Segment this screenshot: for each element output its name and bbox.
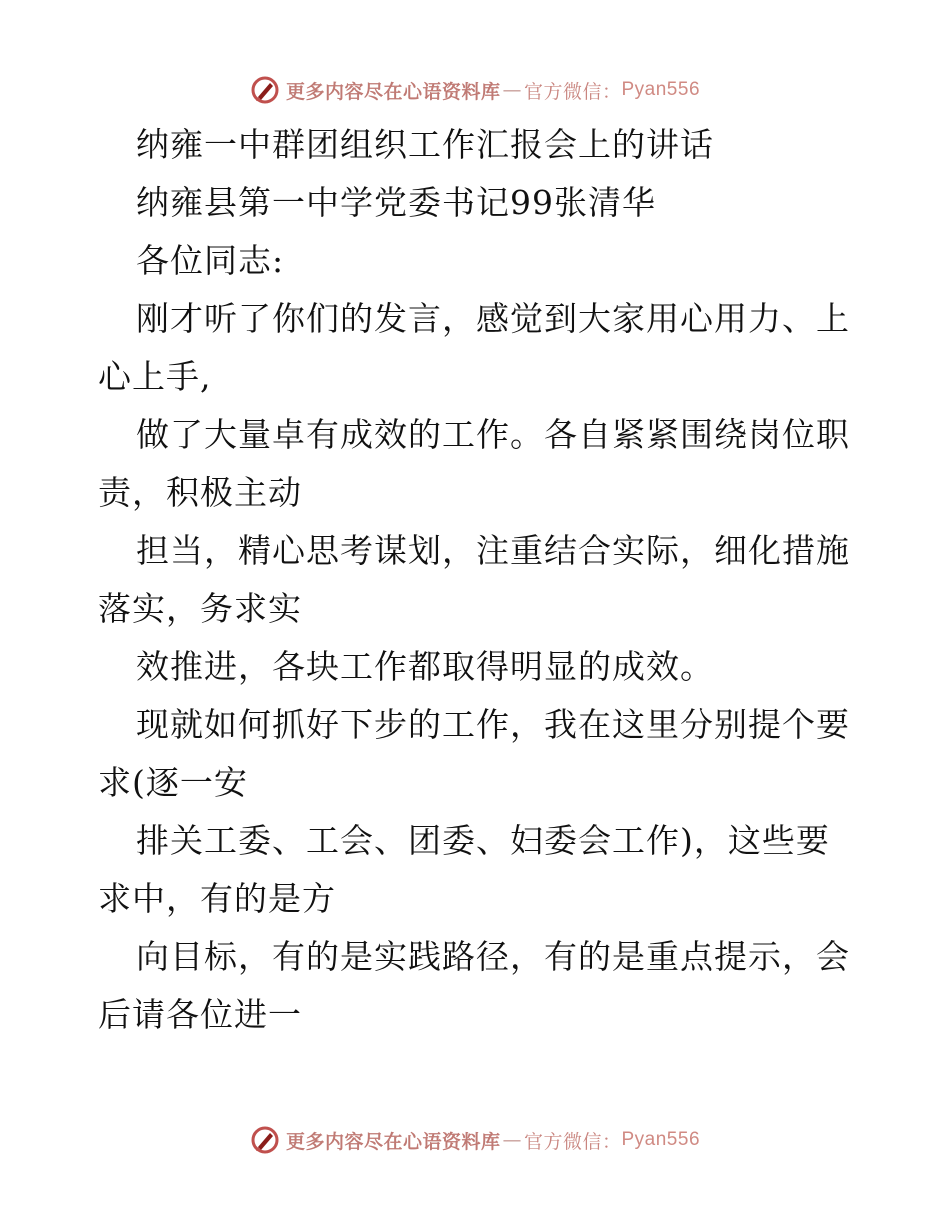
document-author: 纳雍县第一中学党委书记99张清华: [136, 183, 656, 222]
paragraph-line: 求(逐一安: [98, 763, 248, 802]
watermark-text: 更多内容尽在心语资料库: [285, 80, 501, 103]
watermark-text: 更多内容尽在心语资料库: [285, 1130, 501, 1153]
pen-logo-icon: [250, 1125, 280, 1155]
footer-watermark: [0, 1120, 950, 1160]
paragraph-line: 做了大量卓有成效的工作。各自紧紧围绕岗位职: [136, 415, 850, 454]
paragraph-line: 现就如何抓好下步的工作，我在这里分别提个要: [136, 705, 850, 744]
paragraph-line: 排关工委、工会、团委、妇委会工作)，这些要: [136, 821, 830, 860]
paragraph-line: 刚才听了你们的发言，感觉到大家用心用力、上: [136, 299, 850, 338]
paragraph-line: 求中，有的是方: [98, 879, 336, 918]
pen-logo-icon: [250, 75, 280, 105]
watermark-wechat-label: 官方微信：: [523, 80, 622, 103]
paragraph-line: 后请各位进一: [98, 995, 302, 1034]
paragraph-line: 责，积极主动: [98, 473, 302, 512]
paragraph-line: 向目标，有的是实践路径，有的是重点提示，会: [136, 937, 850, 976]
document-title: 纳雍一中群团组织工作汇报会上的讲话: [136, 125, 714, 164]
document-body: [98, 116, 858, 1044]
header-watermark: [0, 70, 950, 110]
paragraph-line: 心上手,: [98, 357, 212, 396]
salutation: 各位同志:: [136, 241, 285, 280]
paragraph-line: 落实，务求实: [98, 589, 302, 628]
paragraph-line: 担当，精心思考谋划，注重结合实际，细化措施: [136, 531, 850, 570]
watermark-wechat-id: Pyan556: [621, 1129, 701, 1150]
paragraph-line: 效推进，各块工作都取得明显的成效。: [136, 647, 714, 686]
watermark-wechat-id: Pyan556: [621, 79, 701, 100]
watermark-separator: —: [502, 79, 522, 101]
watermark-wechat-label: 官方微信：: [523, 1130, 622, 1153]
watermark-separator: —: [502, 1129, 522, 1151]
